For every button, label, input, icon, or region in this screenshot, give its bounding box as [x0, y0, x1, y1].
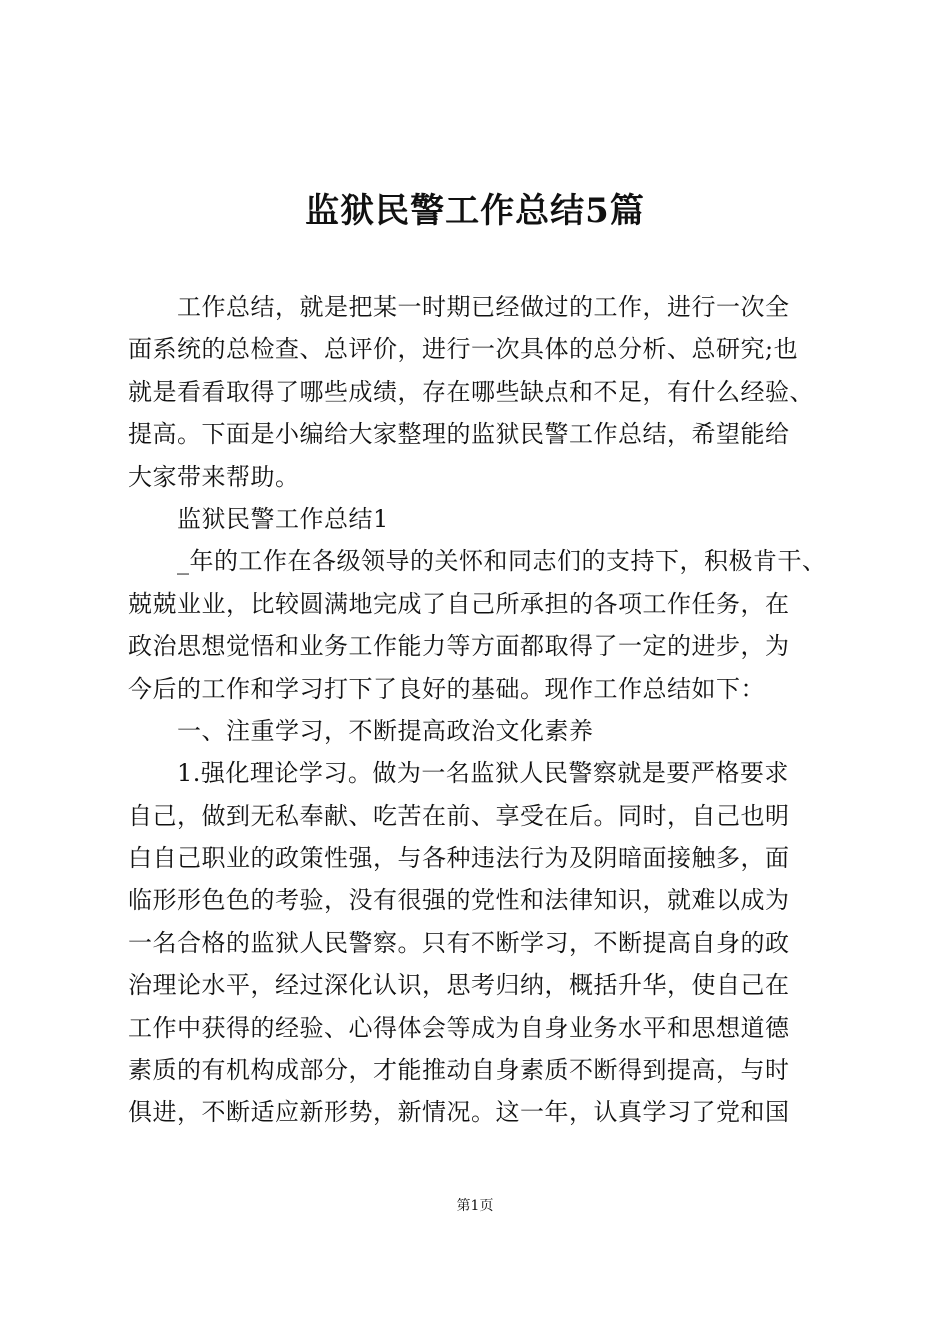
body-line: 俱进，不断适应新形势，新情况。这一年，认真学习了党和国 — [128, 1098, 790, 1127]
body-line: 工作中获得的经验、心得体会等成为自身业务水平和思想道德 — [128, 1013, 790, 1042]
body-line: 政治思想觉悟和业务工作能力等方面都取得了一定的进步，为 — [128, 632, 790, 661]
body-line: 今后的工作和学习打下了良好的基础。现作工作总结如下： — [128, 674, 765, 703]
body-line: 工作总结，就是把某一时期已经做过的工作，进行一次全 — [128, 293, 790, 321]
body-line: 就是看看取得了哪些成绩，存在哪些缺点和不足，有什么经验、 — [128, 377, 814, 406]
subsection-heading: 一、注重学习，不断提高政治文化素养 — [128, 716, 594, 745]
body-line: 兢兢业业，比较圆满地完成了自己所承担的各项工作任务，在 — [128, 589, 790, 618]
body-line: 面系统的总检查、总评价，进行一次具体的总分析、总研究;也 — [128, 335, 799, 364]
body-line: 1.强化理论学习。做为一名监狱人民警察就是要严格要求 — [128, 759, 789, 788]
body-line: 治理论水平，经过深化认识，思考归纳，概括升华，使自己在 — [128, 971, 790, 1000]
body-line: 临形形色色的考验，没有很强的党性和法律知识，就难以成为 — [128, 886, 790, 915]
page-number: 第1页 — [456, 1198, 494, 1214]
section-heading: 监狱民警工作总结1 — [128, 504, 389, 533]
body-line: 白自己职业的政策性强，与各种违法行为及阴暗面接触多，面 — [128, 844, 790, 873]
body-line: 提高。下面是小编给大家整理的监狱民警工作总结，希望能给 — [128, 420, 790, 449]
body-line: _年的工作在各级领导的关怀和同志们的支持下，积极肯干、 — [128, 547, 827, 576]
document-title: 监狱民警工作总结5篇 — [305, 191, 645, 231]
document-body — [128, 286, 840, 1134]
body-line: 大家带来帮助。 — [128, 462, 300, 491]
body-line: 自己，做到无私奉献、吃苦在前、享受在后。同时，自己也明 — [128, 801, 790, 830]
body-line: 素质的有机构成部分，才能推动自身素质不断得到提高，与时 — [128, 1056, 790, 1085]
body-line: 一名合格的监狱人民警察。只有不断学习，不断提高自身的政 — [128, 928, 790, 957]
